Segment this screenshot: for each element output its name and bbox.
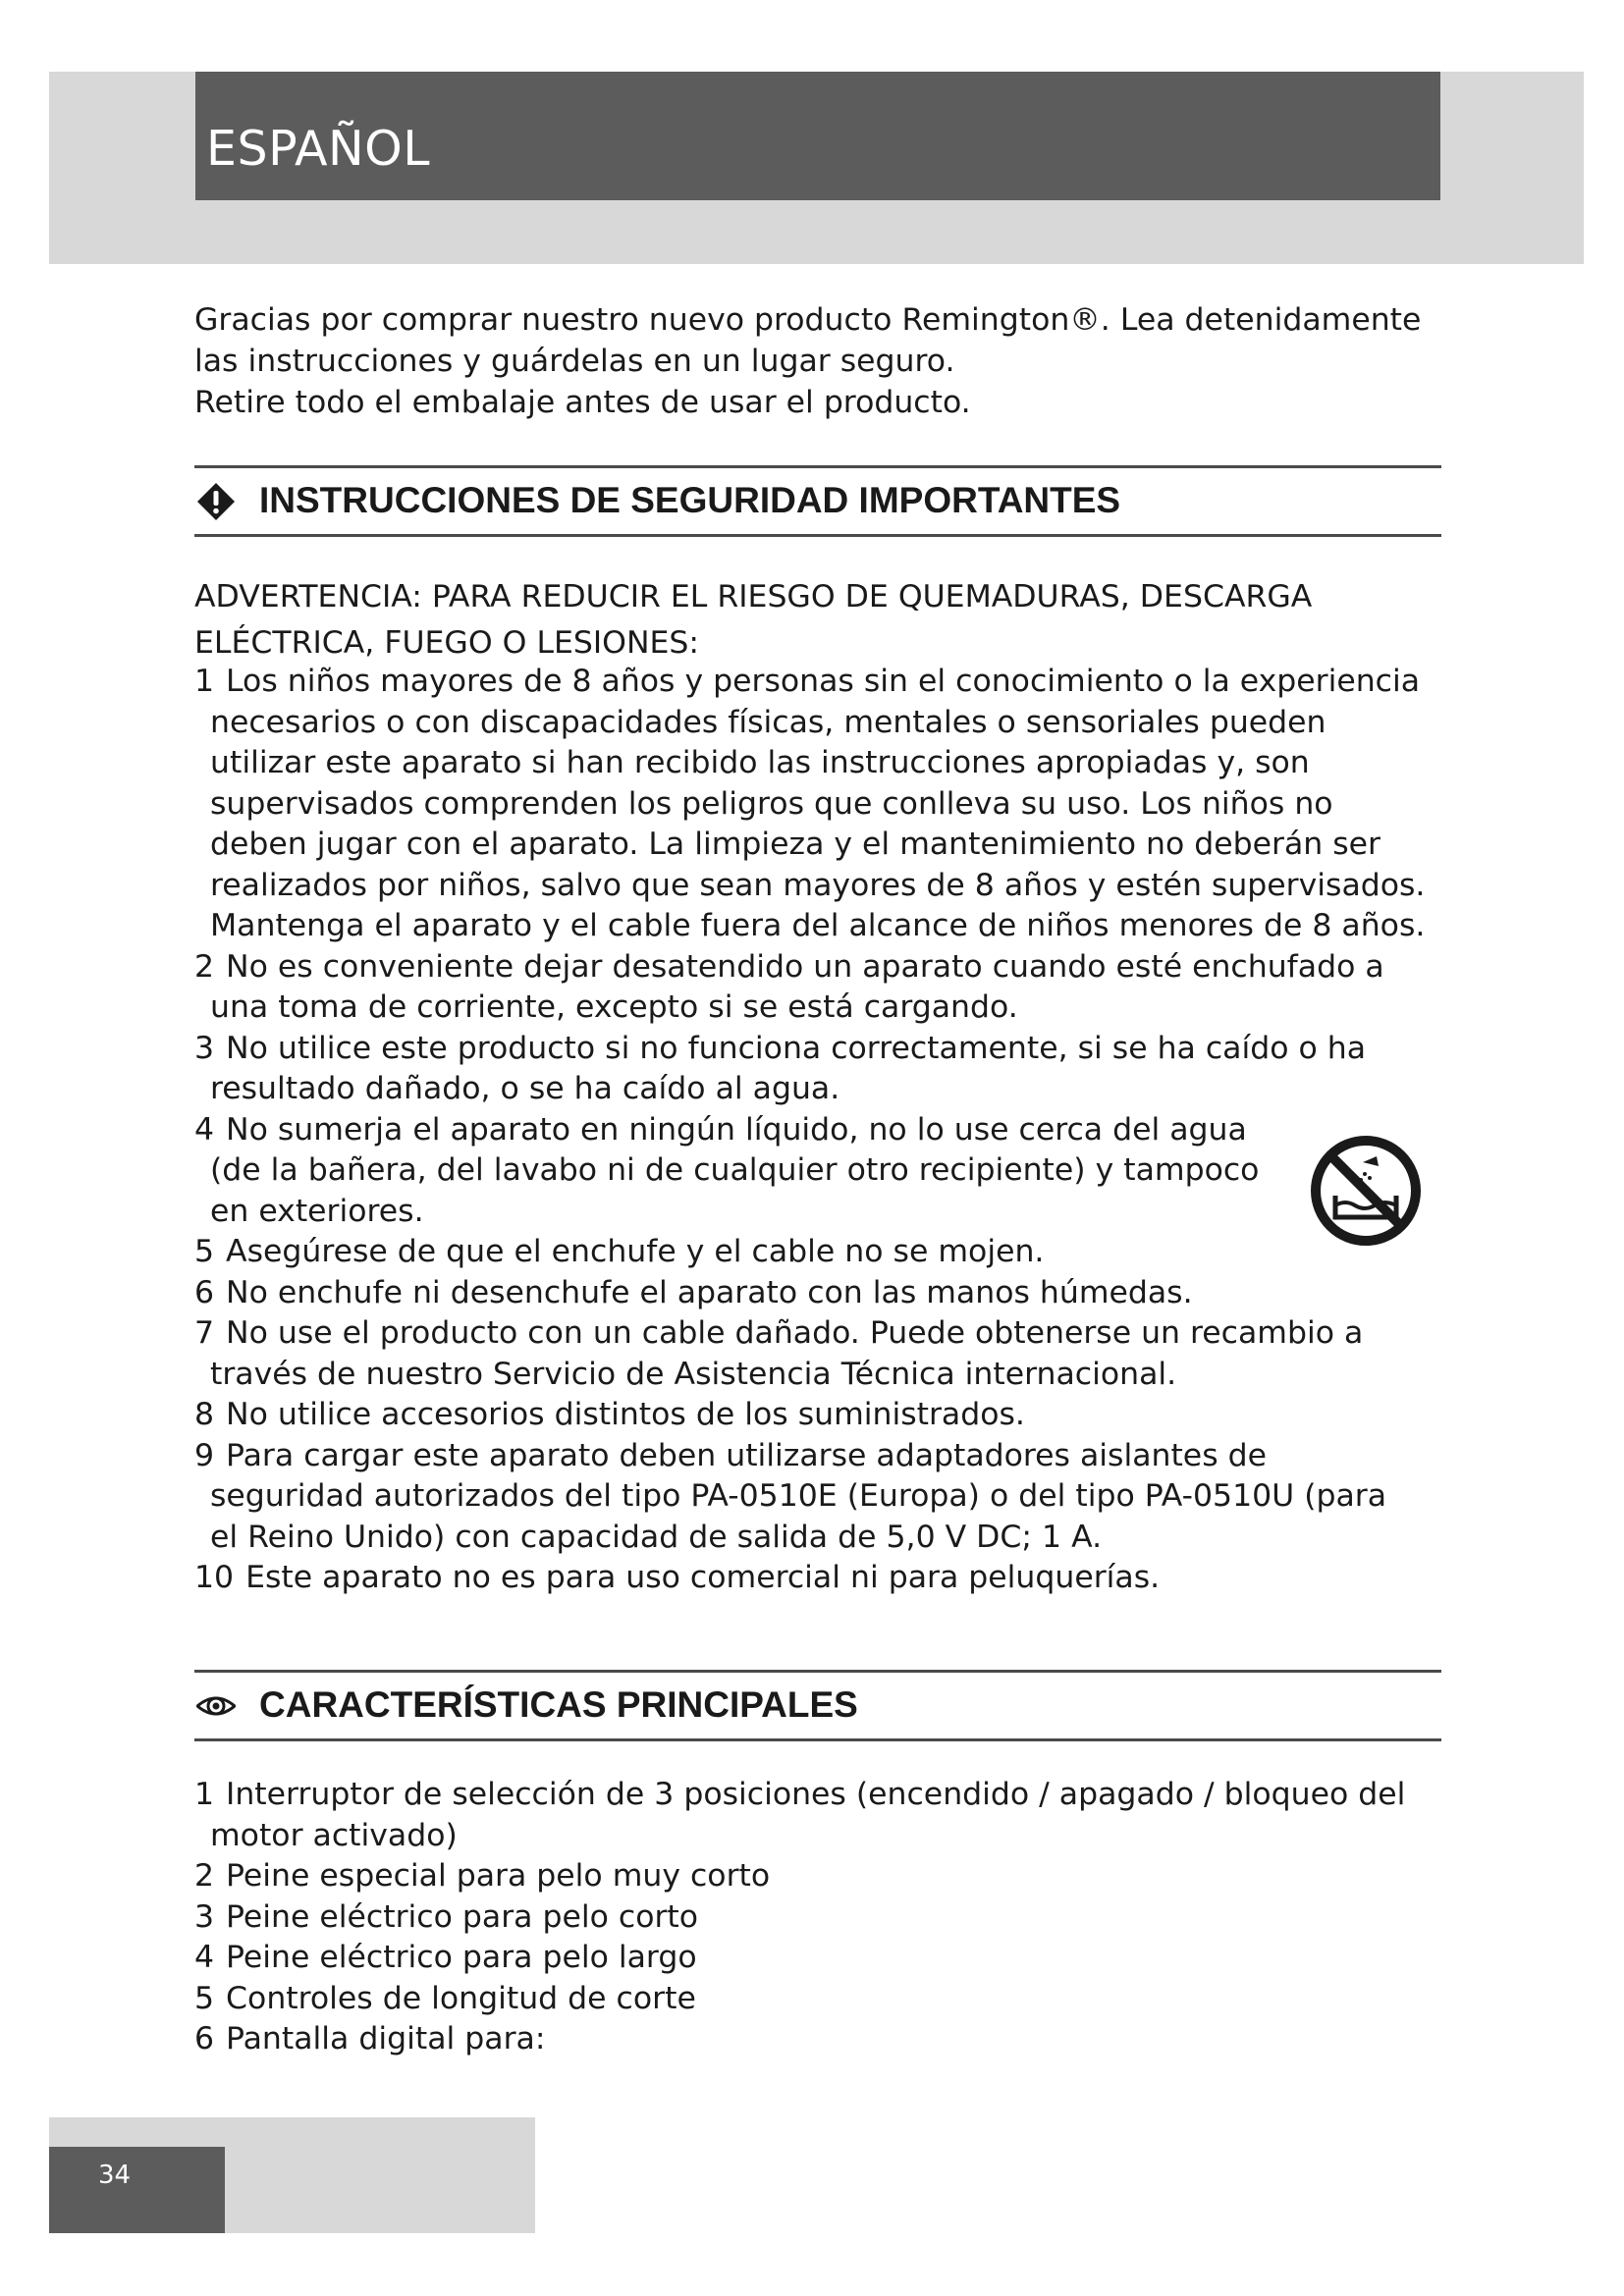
list-item-number: 6 — [194, 1274, 215, 1310]
list-item — [194, 662, 1425, 947]
list-item-first-line — [194, 662, 1425, 703]
list-item-first-line — [194, 1856, 1405, 1897]
safety-section-title: INSTRUCCIONES DE SEGURIDAD IMPORTANTES — [259, 480, 1121, 520]
footer-box — [49, 2147, 225, 2233]
list-item-number: 9 — [194, 1437, 215, 1473]
list-item-continuation — [194, 743, 1425, 784]
list-item — [194, 1395, 1425, 1436]
list-item-text: No use el producto con un cable dañado. Puede obtenerse un recambio a — [226, 1315, 1364, 1351]
list-item-number: 2 — [194, 948, 215, 985]
intro-line: Retire todo el embalaje antes de usar el producto. — [194, 385, 971, 420]
list-item — [194, 1232, 1425, 1273]
list-item-text: supervisados comprenden los peligros que conlleva su uso. Los niños no — [210, 785, 1333, 822]
list-item-text: No es conveniente dejar desatendido un aparato cuando esté enchufado a — [226, 948, 1384, 985]
warning-diamond-icon — [196, 482, 236, 521]
list-item-text: realizados por niños, salvo que sean mayores de 8 años y estén supervisados. — [210, 867, 1426, 903]
list-item-number: 4 — [194, 1111, 215, 1148]
list-item-text: necesarios o con discapacidades físicas, mentales o sensoriales pueden — [210, 704, 1326, 740]
list-item-first-line — [194, 1979, 1405, 2020]
list-item-text: través de nuestro Servicio de Asistencia Técnica internacional. — [210, 1356, 1177, 1392]
list-item-text: No utilice accesorios distintos de los suministrados. — [226, 1397, 1025, 1432]
safety-section-header — [194, 465, 1441, 537]
features-list — [194, 1775, 1405, 2060]
list-item-first-line — [194, 1313, 1425, 1355]
list-item — [194, 1273, 1425, 1314]
list-item-text: deben jugar con el aparato. La limpieza y el mantenimiento no deberán ser — [210, 827, 1380, 862]
page-title: ESPAÑOL — [206, 121, 431, 177]
list-item-number: 2 — [194, 1858, 215, 1894]
list-item-text: Los niños mayores de 8 años y personas sin el conocimiento o la experiencia — [226, 664, 1421, 699]
list-item-text: Este aparato no es para uso comercial ni para peluquerías. — [245, 1560, 1161, 1595]
list-item — [194, 947, 1425, 1029]
list-item-text: Controles de longitud de corte — [226, 1980, 696, 2016]
intro-paragraph — [194, 299, 1432, 423]
warning-line: ADVERTENCIA: PARA REDUCIR EL RIESGO DE QUEMADURAS, DESCARGA — [194, 579, 1313, 614]
list-item-continuation — [194, 866, 1425, 907]
list-item — [194, 1436, 1425, 1559]
list-item — [194, 2019, 1405, 2060]
intro-line: las instrucciones y guárdelas en un lugar seguro. — [194, 344, 955, 379]
list-item — [194, 1979, 1405, 2020]
list-item-text: Pantalla digital para: — [226, 2021, 546, 2056]
list-item-text: (de la bañera, del lavabo ni de cualquier otro recipiente) y tampoco — [210, 1152, 1260, 1188]
list-item-first-line — [194, 947, 1425, 988]
list-item-text: utilizar este aparato si han recibido las instrucciones apropiadas y, son — [210, 745, 1310, 780]
list-item-first-line — [194, 1395, 1425, 1436]
list-item-text: el Reino Unido) con capacidad de salida de 5,0 V DC; 1 A. — [210, 1519, 1103, 1555]
list-item-continuation — [194, 1816, 1405, 1857]
list-item — [194, 1558, 1425, 1599]
list-item-first-line — [194, 1110, 1425, 1151]
list-item-continuation — [194, 1355, 1425, 1396]
features-section-title: CARACTERÍSTICAS PRINCIPALES — [259, 1684, 858, 1725]
list-item-text: Peine eléctrico para pelo corto — [226, 1898, 699, 1935]
safety-warning — [194, 574, 1312, 667]
list-item-first-line — [194, 1938, 1405, 1979]
no-water-icon — [1308, 1133, 1424, 1249]
list-item-first-line — [194, 1897, 1405, 1939]
list-item-first-line — [194, 1232, 1425, 1273]
list-item-text: una toma de corriente, excepto si se está cargando. — [210, 989, 1018, 1025]
features-section-header — [194, 1670, 1441, 1741]
list-item-first-line — [194, 2019, 1405, 2060]
list-item-first-line — [194, 1273, 1425, 1314]
page-number: 34 — [98, 2161, 132, 2190]
list-item-text: Para cargar este aparato deben utilizarse adaptadores aislantes de — [226, 1437, 1267, 1473]
list-item-first-line — [194, 1558, 1425, 1599]
list-item-number: 1 — [194, 1777, 215, 1812]
list-item-number: 3 — [194, 1030, 215, 1066]
list-item-number: 8 — [194, 1397, 215, 1432]
list-item-text: No sumerja el aparato en ningún líquido, no lo use cerca del agua — [226, 1111, 1247, 1148]
list-item — [194, 1110, 1425, 1233]
list-item-number: 5 — [194, 1234, 215, 1269]
list-item-number: 1 — [194, 664, 215, 699]
list-item-first-line — [194, 1775, 1405, 1816]
list-item-continuation — [194, 1150, 1425, 1192]
list-item-continuation — [194, 988, 1425, 1029]
eye-icon — [196, 1686, 236, 1726]
list-item-text: Mantenga el aparato y el cable fuera del alcance de niños menores de 8 años. — [210, 908, 1426, 943]
safety-list — [194, 662, 1425, 1599]
list-item-continuation — [194, 1069, 1425, 1110]
list-item — [194, 1897, 1405, 1939]
list-item-number: 3 — [194, 1898, 215, 1935]
list-item-text: en exteriores. — [210, 1193, 424, 1229]
list-item-number: 10 — [194, 1560, 235, 1595]
list-item-text: Peine eléctrico para pelo largo — [226, 1940, 697, 1975]
list-item-number: 5 — [194, 1980, 215, 2016]
list-item-continuation — [194, 906, 1425, 947]
list-item-continuation — [194, 825, 1425, 866]
list-item-text: No utilice este producto si no funciona correctamente, si se ha caído o ha — [226, 1030, 1367, 1066]
list-item-continuation — [194, 703, 1425, 744]
list-item-text: resultado dañado, o se ha caído al agua. — [210, 1071, 840, 1106]
list-item-number: 6 — [194, 2021, 215, 2056]
list-item-continuation — [194, 1476, 1425, 1518]
list-item-text: No enchufe ni desenchufe el aparato con las manos húmedas. — [226, 1274, 1193, 1310]
list-item-text: Peine especial para pelo muy corto — [226, 1858, 771, 1894]
warning-line: ELÉCTRICA, FUEGO O LESIONES: — [194, 625, 700, 661]
intro-line: Gracias por comprar nuestro nuevo producto Remington®. Lea detenidamente — [194, 302, 1422, 338]
list-item — [194, 1938, 1405, 1979]
list-item-first-line — [194, 1029, 1425, 1070]
list-item-text: seguridad autorizados del tipo PA-0510E (Europa) o del tipo PA-0510U (para — [210, 1478, 1387, 1514]
list-item-number: 7 — [194, 1315, 215, 1351]
list-item — [194, 1029, 1425, 1110]
list-item-first-line — [194, 1436, 1425, 1477]
list-item-text: Interruptor de selección de 3 posiciones (encendido / apagado / bloqueo del — [226, 1777, 1406, 1812]
list-item-continuation — [194, 1192, 1425, 1233]
list-item-text: motor activado) — [210, 1817, 458, 1853]
list-item-continuation — [194, 784, 1425, 826]
list-item-number: 4 — [194, 1940, 215, 1975]
list-item — [194, 1856, 1405, 1897]
list-item-text: Asegúrese de que el enchufe y el cable no se mojen. — [226, 1234, 1045, 1269]
list-item — [194, 1313, 1425, 1395]
list-item-continuation — [194, 1518, 1425, 1559]
list-item — [194, 1775, 1405, 1856]
